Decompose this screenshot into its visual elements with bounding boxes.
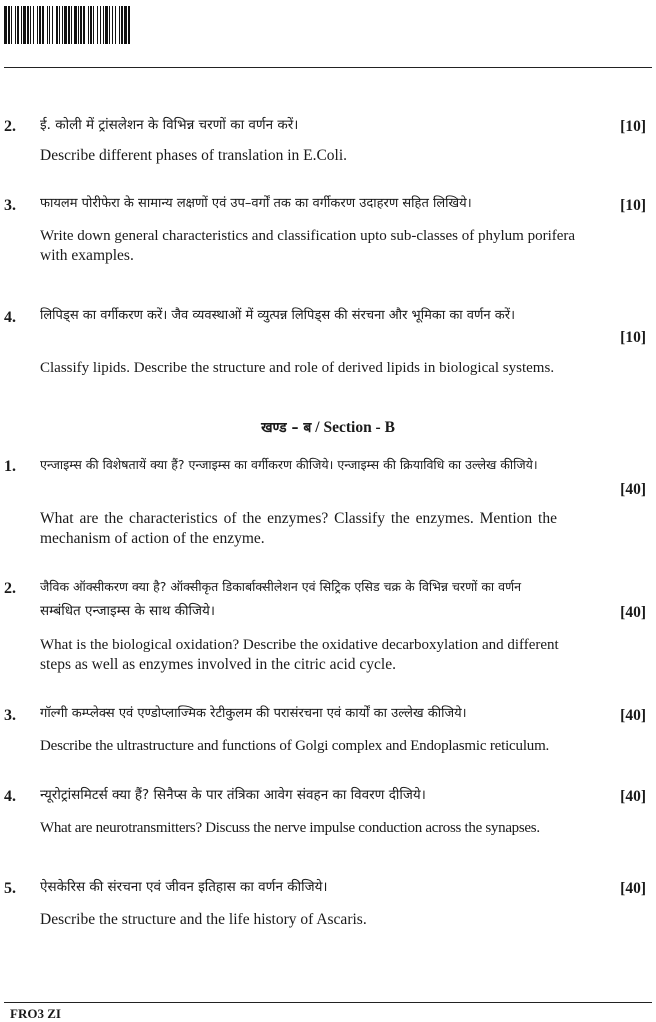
bottom-rule	[4, 1002, 652, 1003]
question-english-line: What are the characteristics of the enzymes? Classify the enzymes. Mention the	[40, 510, 557, 527]
question-english-line: mechanism of action of the enzyme.	[40, 530, 265, 547]
section-heading	[0, 418, 656, 437]
question-hindi: ऐसकेरिस की संरचना एवं जीवन इतिहास का वर्णन कीजिये।	[40, 879, 328, 895]
question-english-line: Write down general characteristics and classification upto sub-classes of phylum porifera	[40, 228, 576, 244]
question-english: Describe different phases of translation in E.Coli.	[40, 147, 348, 164]
question-marks: [40]	[620, 788, 646, 805]
question-number: 2.	[4, 118, 16, 135]
question-marks: [40]	[620, 707, 646, 724]
question-number: 3.	[4, 707, 16, 724]
question-number: 2.	[4, 580, 16, 597]
question-marks: [40]	[620, 880, 646, 897]
question-english-line: with examples.	[40, 247, 134, 264]
question-marks: [40]	[620, 604, 646, 621]
section-heading-english: Section - B	[323, 419, 395, 436]
question-number: 5.	[4, 880, 16, 897]
question-english: Describe the ultrastructure and functions of Golgi complex and Endoplasmic reticulum.	[40, 738, 550, 754]
question-marks: [10]	[620, 197, 646, 214]
question-english-line: steps as well as enzymes involved in the citric acid cycle.	[40, 656, 396, 673]
section-heading-separator: /	[315, 419, 320, 436]
question-number: 4.	[4, 788, 16, 805]
question-hindi: लिपिड्स का वर्गीकरण करें। जैव व्यवस्थाओं में व्युत्पन्न लिपिड्स की संरचना और भूमिका का वर्णन करें।	[40, 308, 516, 323]
question-hindi: एन्जाइम्स की विशेषतायें क्या हैं? एन्जाइम्स का वर्गीकरण कीजिये। एन्जाइम्स की क्रियाविधि का उल्लेख कीजिये।	[40, 457, 538, 472]
question-hindi: गॉल्गी कम्प्लेक्स एवं एण्डोप्लाज्मिक रेटीकुलम की परासंरचना एवं कार्यों का उल्लेख कीजिये।	[40, 706, 467, 721]
question-marks: [40]	[620, 481, 646, 498]
question-number: 4.	[4, 309, 16, 326]
question-marks: [10]	[620, 329, 646, 346]
question-english: Describe the structure and the life history of Ascaris.	[40, 911, 367, 928]
question-english: What are neurotransmitters? Discuss the nerve impulse conduction across the synapses.	[40, 820, 540, 836]
barcode	[4, 6, 260, 44]
question-number: 1.	[4, 458, 16, 475]
question-number: 3.	[4, 197, 16, 214]
question-hindi: फायलम पोरीफेरा के सामान्य लक्षणों एवं उप–वर्गों तक का वर्गीकरण उदाहरण सहित लिखिये।	[40, 196, 472, 211]
question-english: Classify lipids. Describe the structure and role of derived lipids in biological systems.	[40, 360, 555, 376]
barcode-bar	[130, 6, 131, 44]
question-hindi-line: जैविक ऑक्सीकरण क्या है? ऑक्सीकृत डिकार्बाक्सीलेशन एवं सिट्रिक एसिड चक्र के विभिन्न चरणों का वर्णन	[40, 579, 522, 594]
question-english-line: What is the biological oxidation? Describe the oxidative decarboxylation and different	[40, 637, 559, 653]
question-marks: [10]	[620, 118, 646, 135]
question-hindi: न्यूरोट्रांसमिटर्स क्या हैं? सिनैप्स के पार तंत्रिका आवेग संवहन का विवरण दीजिये।	[40, 787, 426, 803]
section-heading-hindi: खण्ड – ब	[261, 420, 312, 436]
question-hindi: ई. कोली में ट्रांसलेशन के विभिन्न चरणों का वर्णन करें।	[40, 117, 299, 133]
top-rule	[4, 67, 652, 68]
footer-code: FRO3 ZI	[10, 1006, 61, 1021]
question-hindi-line: सम्बंधित एन्जाइम्स के साथ कीजिये।	[40, 603, 215, 619]
